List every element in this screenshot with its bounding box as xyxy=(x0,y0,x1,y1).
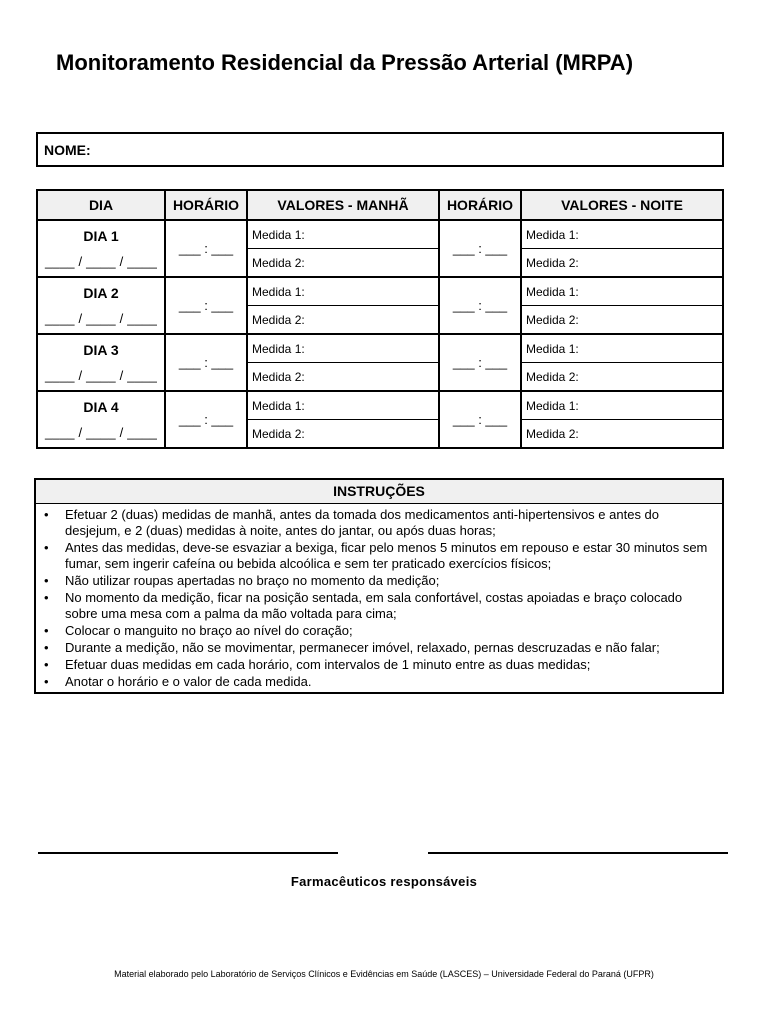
time-field-night[interactable]: ___ : ___ xyxy=(439,220,521,277)
time-field-morning[interactable]: ___ : ___ xyxy=(165,220,247,277)
date-field[interactable]: ____ / ____ / ____ xyxy=(44,311,158,326)
date-field[interactable]: ____ / ____ / ____ xyxy=(44,425,158,440)
bullet-icon: • xyxy=(44,623,49,638)
signature-line-left[interactable] xyxy=(38,852,338,854)
time-field-night[interactable]: ___ : ___ xyxy=(439,391,521,448)
instruction-text: Efetuar duas medidas em cada horário, com intervalos de 1 minuto entre as duas medidas; xyxy=(65,657,591,672)
instruction-item xyxy=(44,674,716,690)
header-values-night: VALORES - NOITE xyxy=(521,190,723,220)
instruction-text: Efetuar 2 (duas) medidas de manhã, antes da tomada dos medicamentos anti-hipertensivos e antes do desjejum, e 2 (duas) medidas à noite, antes do jantar, ou após duas horas; xyxy=(65,507,660,538)
header-values-morning: VALORES - MANHÃ xyxy=(247,190,439,220)
table-row xyxy=(37,277,723,306)
morning-measure-2[interactable]: Medida 2: xyxy=(247,363,439,392)
bullet-icon: • xyxy=(44,540,49,555)
pressure-log-table xyxy=(36,189,724,449)
morning-measure-1[interactable]: Medida 1: xyxy=(247,277,439,306)
instruction-item xyxy=(44,640,716,656)
instructions-heading: INSTRUÇÕES xyxy=(36,480,722,504)
night-measure-2[interactable]: Medida 2: xyxy=(521,306,723,335)
instruction-item xyxy=(44,507,716,539)
morning-measure-1[interactable]: Medida 1: xyxy=(247,334,439,363)
header-day: DIA xyxy=(37,190,165,220)
day-label: DIA 3 xyxy=(83,342,119,358)
night-measure-1[interactable]: Medida 1: xyxy=(521,220,723,249)
instruction-text: No momento da medição, ficar na posição sentada, em sala confortável, costas apoiadas e braço colocado sobre uma mesa com a palma da mão voltada para cima; xyxy=(65,590,683,621)
time-field-morning[interactable]: ___ : ___ xyxy=(165,334,247,391)
instructions-box xyxy=(34,478,724,694)
footer-note: Material elaborado pelo Laboratório de Serviços Clínicos e Evidências em Saúde (LASCES) – Universidade Federal do Paraná (UFPR) xyxy=(114,969,654,979)
instruction-item xyxy=(44,540,716,572)
date-field[interactable]: ____ / ____ / ____ xyxy=(44,368,158,383)
instruction-text: Durante a medição, não se movimentar, permanecer imóvel, relaxado, pernas descruzadas e não falar; xyxy=(65,640,660,655)
table-row xyxy=(37,391,723,420)
instruction-item xyxy=(44,657,716,673)
time-field-night[interactable]: ___ : ___ xyxy=(439,334,521,391)
morning-measure-2[interactable]: Medida 2: xyxy=(247,249,439,278)
bullet-icon: • xyxy=(44,657,49,672)
instruction-text: Anotar o horário e o valor de cada medida. xyxy=(65,674,312,689)
morning-measure-2[interactable]: Medida 2: xyxy=(247,420,439,449)
table-row xyxy=(37,220,723,249)
page-title: Monitoramento Residencial da Pressão Arterial (MRPA) xyxy=(56,50,634,75)
instruction-item xyxy=(44,573,716,589)
night-measure-1[interactable]: Medida 1: xyxy=(521,334,723,363)
bullet-icon: • xyxy=(44,573,49,588)
day-label: DIA 1 xyxy=(83,228,119,244)
day-label: DIA 2 xyxy=(83,285,119,301)
morning-measure-1[interactable]: Medida 1: xyxy=(247,391,439,420)
night-measure-1[interactable]: Medida 1: xyxy=(521,277,723,306)
date-field[interactable]: ____ / ____ / ____ xyxy=(44,254,158,269)
instruction-text: Não utilizar roupas apertadas no braço no momento da medição; xyxy=(65,573,440,588)
day-cell xyxy=(37,277,165,334)
signature-caption: Farmacêuticos responsáveis xyxy=(290,874,478,889)
time-field-morning[interactable]: ___ : ___ xyxy=(165,277,247,334)
signature-line-right[interactable] xyxy=(428,852,728,854)
name-label: NOME: xyxy=(44,142,91,158)
bullet-icon: • xyxy=(44,674,49,689)
time-field-night[interactable]: ___ : ___ xyxy=(439,277,521,334)
table-row xyxy=(37,334,723,363)
instruction-text: Antes das medidas, deve-se esvaziar a bexiga, ficar pelo menos 5 minutos em repouso e estar 30 minutos sem fumar, sem ingerir cafeína ou bebida alcoólica e sem ter praticado exercícios físicos; xyxy=(65,540,708,571)
header-time-night: HORÁRIO xyxy=(439,190,521,220)
morning-measure-2[interactable]: Medida 2: xyxy=(247,306,439,335)
day-cell xyxy=(37,220,165,277)
instruction-item xyxy=(44,623,716,639)
name-field[interactable] xyxy=(36,132,724,167)
day-label: DIA 4 xyxy=(83,399,119,415)
morning-measure-1[interactable]: Medida 1: xyxy=(247,220,439,249)
bullet-icon: • xyxy=(44,590,49,605)
instruction-item xyxy=(44,590,716,622)
night-measure-2[interactable]: Medida 2: xyxy=(521,420,723,449)
table-header-row xyxy=(37,190,723,220)
time-field-morning[interactable]: ___ : ___ xyxy=(165,391,247,448)
bullet-icon: • xyxy=(44,640,49,655)
day-cell xyxy=(37,391,165,448)
instruction-text: Colocar o manguito no braço ao nível do coração; xyxy=(65,623,353,638)
night-measure-2[interactable]: Medida 2: xyxy=(521,363,723,392)
night-measure-2[interactable]: Medida 2: xyxy=(521,249,723,278)
header-time-morning: HORÁRIO xyxy=(165,190,247,220)
day-cell xyxy=(37,334,165,391)
night-measure-1[interactable]: Medida 1: xyxy=(521,391,723,420)
instructions-list xyxy=(36,504,722,690)
bullet-icon: • xyxy=(44,507,49,522)
